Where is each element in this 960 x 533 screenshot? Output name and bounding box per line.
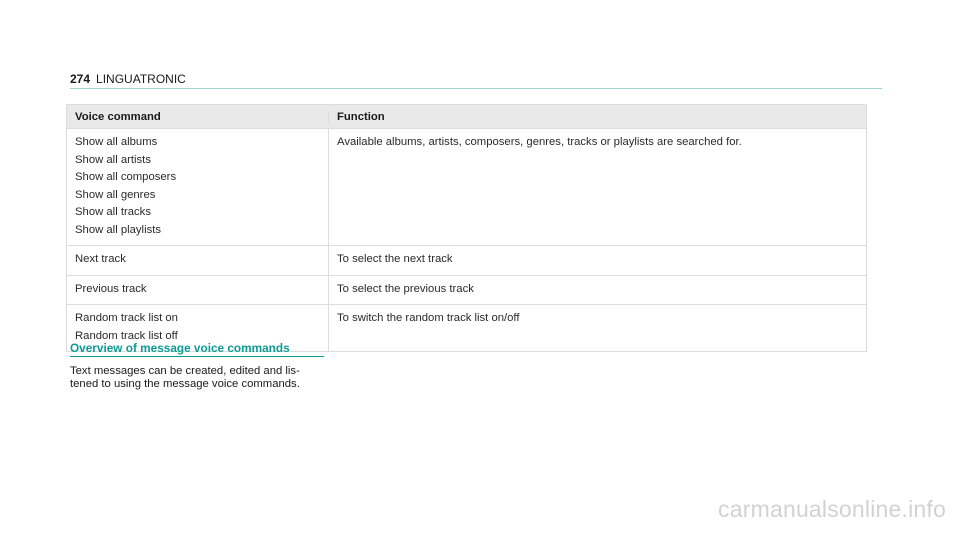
command-text: Show all tracks (75, 206, 151, 218)
header-divider (70, 88, 882, 89)
command-text: Previous track (75, 282, 147, 295)
column-header-command: Voice command (67, 111, 329, 123)
table-header-row (67, 105, 866, 128)
section-title: LINGUATRONIC (96, 72, 186, 86)
function-cell (329, 305, 866, 351)
function-text: Available albums, artists, composers, genres, tracks or playlists are searched for. (337, 136, 742, 148)
table-row (67, 128, 866, 245)
watermark: carmanualsonline.info (718, 496, 946, 522)
command-cell (67, 246, 329, 275)
page-header (70, 72, 186, 86)
column-header-function: Function (337, 110, 385, 123)
table-row (67, 275, 866, 305)
voice-command-table (66, 104, 867, 352)
body-line: tened to using the message voice commands. (70, 378, 300, 390)
command-text: Show all composers (75, 171, 177, 183)
table-row (67, 245, 866, 275)
section-heading: Overview of message voice commands (70, 341, 290, 355)
function-cell (329, 246, 866, 275)
heading-underline (70, 356, 324, 357)
command-cell (67, 276, 329, 305)
command-text: Show all artists (75, 153, 151, 166)
function-cell (329, 129, 866, 245)
command-text: Show all albums (75, 136, 158, 148)
function-text: To select the next track (337, 253, 453, 265)
command-text: Random track list off (75, 329, 178, 342)
command-text: Random track list on (75, 312, 178, 324)
body-paragraph (70, 365, 330, 391)
command-text: Next track (75, 253, 126, 265)
command-text: Show all playlists (75, 223, 162, 236)
body-line: Text messages can be created, edited and lis- (70, 365, 300, 377)
command-text: Show all genres (75, 188, 156, 201)
function-text: To switch the random track list on/off (337, 312, 520, 324)
function-text: To select the previous track (337, 282, 474, 295)
command-cell (67, 129, 329, 245)
function-cell (329, 276, 866, 305)
page-number: 274 (70, 72, 91, 86)
